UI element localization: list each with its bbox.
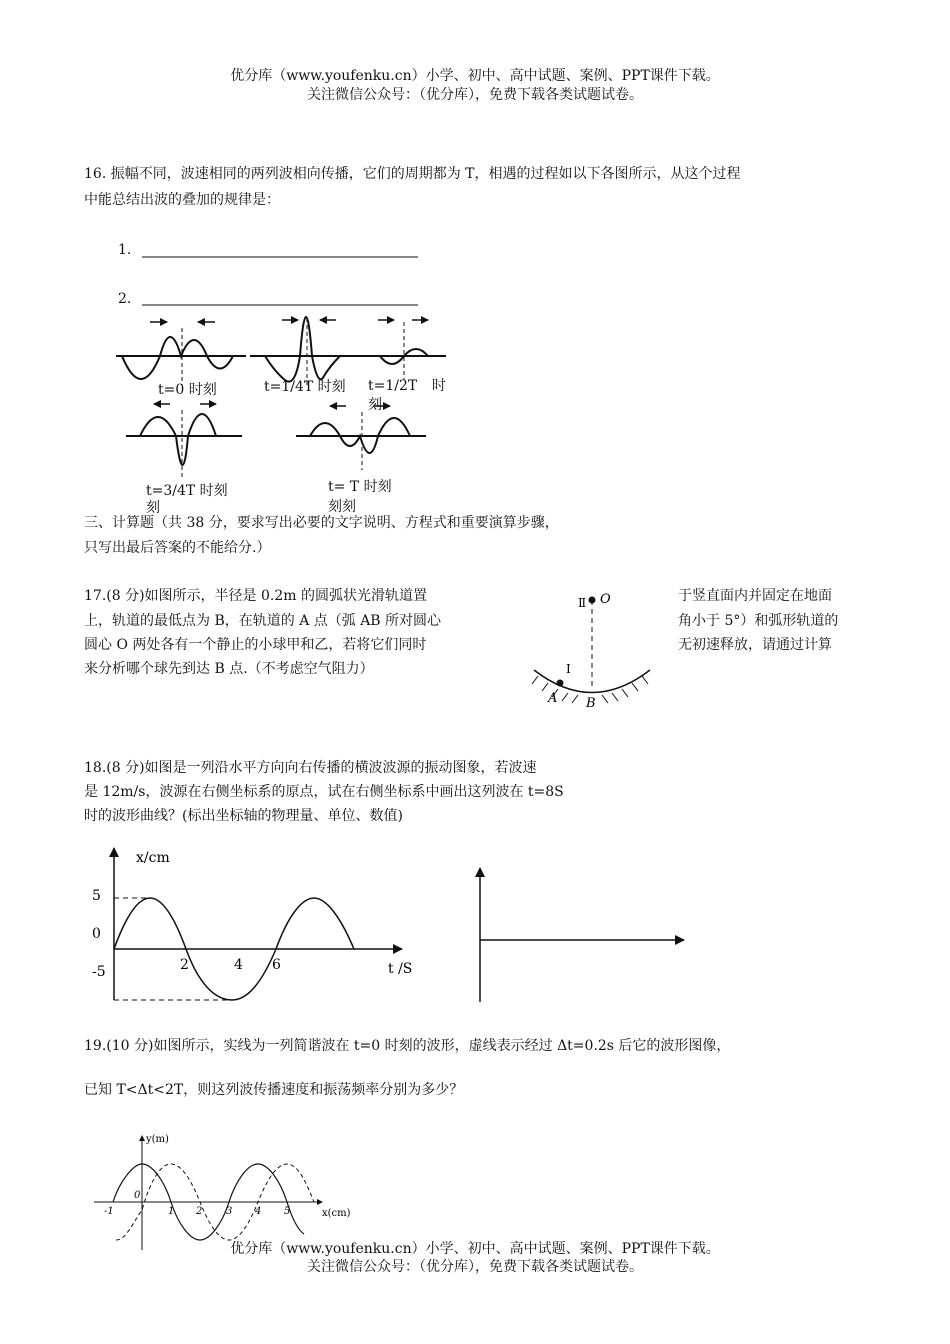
q17-left-1: 17.(8 分)如图所示，半径是 0.2m 的圆弧状光滑轨道置 — [84, 588, 427, 604]
q16-line-2: 中能总结出波的叠加的规律是： — [84, 192, 280, 208]
label-t4-keke: 刻刻 — [328, 499, 356, 515]
x-tick-6: 6 — [272, 957, 281, 973]
q17-left-2: 上，轨道的最低点为 B，在轨道的 A 点（弧 AB 所对圆心 — [84, 613, 442, 629]
q18-line-2: 是 12m/s，波源在右侧坐标系的原点，试在右侧坐标系中画出这列波在 t=8S — [84, 784, 564, 800]
label-t0: t=0 时刻 — [158, 382, 217, 398]
y-label: x/cm — [136, 850, 170, 866]
header-line-2: 关注微信公众号：（优分库），免费下载各类试题试卷。 — [307, 87, 643, 103]
tick-minus1: -1 — [104, 1206, 114, 1217]
label-b: B — [586, 696, 596, 711]
label-t2: t=1/2T — [368, 378, 418, 394]
x-label-19: x(cm) — [322, 1208, 351, 1219]
label-t4: t= T 时刻 — [328, 479, 392, 495]
tick-1: 1 — [168, 1206, 175, 1217]
label-ii: Ⅱ — [578, 596, 587, 610]
q16-blank-2-label: 2. — [118, 291, 132, 307]
x-label: t /S — [388, 961, 413, 977]
label-o: O — [600, 592, 611, 607]
label-t2-ke: 刻 — [368, 397, 382, 413]
tick-4: 4 — [255, 1206, 262, 1217]
q17-right-3: 无初速释放，请通过计算 — [678, 637, 832, 653]
tick-5: 5 — [284, 1206, 291, 1217]
tick-3: 3 — [226, 1206, 233, 1217]
section3-line-1: 三、计算题（共 38 分，要求写出必要的文字说明、方程式和重要演算步骤， — [84, 515, 559, 531]
tick-2: 2 — [196, 1206, 203, 1217]
y-tick-0: 0 — [92, 926, 101, 942]
y-tick-5: 5 — [92, 888, 101, 904]
q19-line-1: 19.(10 分)如图所示，实线为一列简谐波在 t=0 时刻的波形，虚线表示经过 Δt=0.2s 后它的波形图像， — [84, 1038, 731, 1054]
q17-right-2: 角小于 5°）和弧形轨道的 — [678, 613, 839, 629]
q16-line-1: 16. 振幅不同，波速相同的两列波相向传播，它们的周期都为 T，相遇的过程如以下各图所示，从这个过程 — [84, 166, 741, 182]
x-tick-2: 2 — [180, 957, 189, 973]
label-t1: t=1/4T 时刻 — [264, 379, 346, 395]
q16-blank-1-label: 1. — [118, 242, 132, 258]
footer-line-1: 优分库（www.youfenku.cn）小学、初中、高中试题、案例、PPT课件下载。 — [230, 1241, 720, 1257]
q17-left-4: 来分析哪个球先到达 B 点.（不考虑空气阻力） — [84, 661, 374, 677]
label-a: A — [548, 691, 558, 706]
y-tick-minus5: -5 — [92, 964, 106, 980]
q17-left-3: 圆心 O 两处各有一个静止的小球甲和乙，若将它们同时 — [84, 637, 427, 653]
label-t2-shi: 时 — [432, 378, 446, 394]
footer-line-2: 关注微信公众号：（优分库），免费下载各类试题试卷。 — [307, 1259, 643, 1275]
section3-line-2: 只写出最后答案的不能给分.） — [84, 540, 271, 556]
label-t3-ke: 刻 — [146, 500, 160, 516]
q18-line-3: 时的波形曲线？(标出坐标轴的物理量、单位、数值) — [84, 808, 403, 824]
x-tick-4: 4 — [234, 957, 243, 973]
q18-line-1: 18.(8 分)如图是一列沿水平方向向右传播的横波波源的振动图象，若波速 — [84, 760, 537, 776]
header-line-1: 优分库（www.youfenku.cn）小学、初中、高中试题、案例、PPT课件下载。 — [230, 68, 720, 84]
q19-line-2: 已知 T<Δt<2T，则这列波传播速度和振荡频率分别为多少？ — [84, 1082, 464, 1098]
label-t3: t=3/4T 时刻 — [146, 483, 228, 499]
origin-19: 0 — [134, 1190, 141, 1201]
q17-right-1: 于竖直面内并固定在地面 — [678, 588, 832, 604]
y-label-19: y(m) — [146, 1134, 169, 1145]
label-i: I — [566, 662, 571, 676]
